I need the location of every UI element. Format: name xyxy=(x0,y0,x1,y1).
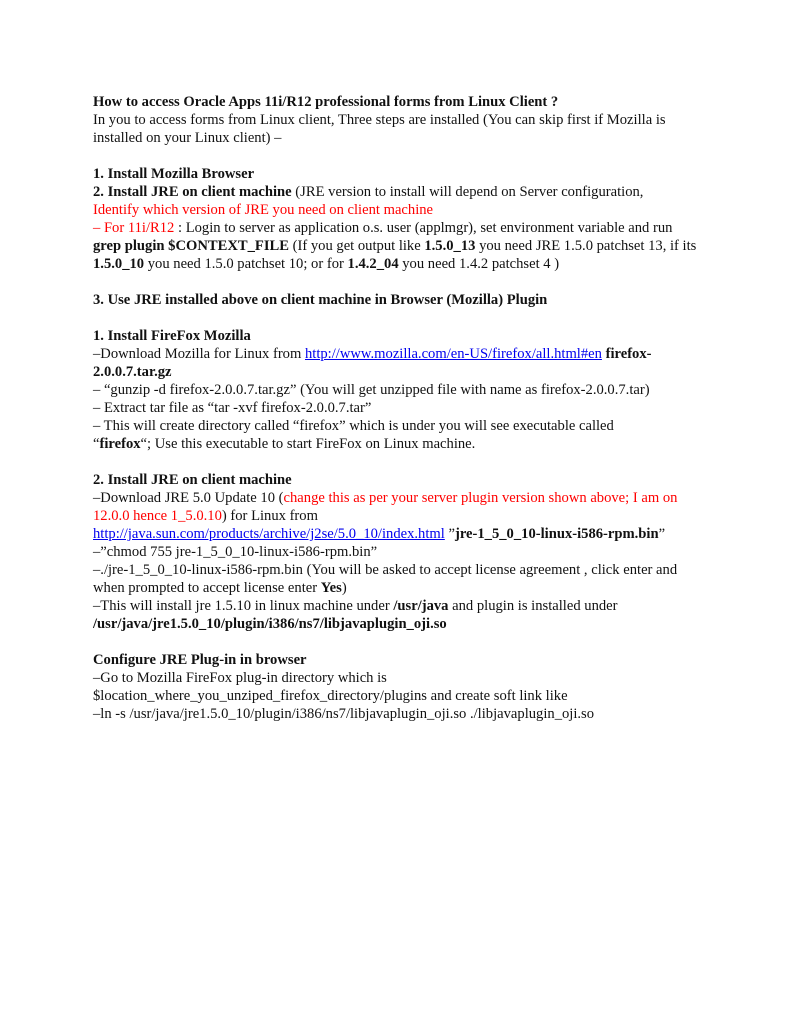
soft-link-line: –ln -s /usr/java/jre1.5.0_10/plugin/i386/ns7/libjavaplugin_oji.so ./libjavaplugin_oji.so xyxy=(93,706,595,722)
version-instructions: – For 11i/R12 : Login to server as application o.s. user (applmgr), set environment variable and run grep plugin $CONTEXT_FILE (If you get output like 1.5.0_13 you need JRE 1.5.0 patchset 13, if its 1.5.0_10 you need 1.5.0 patchset 10; or for 1.4.2_04 you need 1.4.2 patchset 4 ) xyxy=(93,220,697,272)
grep-command: grep plugin $CONTEXT_FILE xyxy=(93,238,289,254)
step2-heading: 2. Install JRE on client machine xyxy=(93,184,292,200)
executable-line: “firefox“; Use this executable to start FireFox on Linux machine. xyxy=(93,436,476,452)
step1-heading: 1. Install Mozilla Browser xyxy=(93,166,255,182)
step3-heading: 3. Use JRE installed above on client machine in Browser (Mozilla) Plugin xyxy=(93,292,548,308)
java-archive-link[interactable]: http://java.sun.com/products/archive/j2se/5.0_10/index.html xyxy=(93,526,445,542)
intro-paragraph: In you to access forms from Linux client, Three steps are installed (You can skip first if Mozilla is installed on your Linux client) – xyxy=(93,112,666,146)
jre-link-paragraph: http://java.sun.com/products/archive/j2se/5.0_10/index.html ”jre-1_5_0_10-linux-i586-rpm.bin” xyxy=(93,526,666,542)
spacer xyxy=(93,273,701,291)
run-installer-paragraph: –./jre-1_5_0_10-linux-i586-rpm.bin (You will be asked to accept license agreement , click enter and when prompted to accept license enter Yes) xyxy=(93,562,678,596)
spacer xyxy=(93,633,701,651)
mozilla-download-link[interactable]: http://www.mozilla.com/en-US/firefox/all.html#en xyxy=(304,346,602,362)
firefox-download-line: –Download Mozilla for Linux from http://www.mozilla.com/en-US/firefox/all.html#en firefox-2.0.0.7.tar.gz xyxy=(93,346,652,380)
document-title: How to access Oracle Apps 11i/R12 professional forms from Linux Client ? xyxy=(93,94,559,110)
jre-heading: 2. Install JRE on client machine xyxy=(93,472,292,488)
install-location-line: –This will install jre 1.5.10 in linux machine under /usr/java and plugin is installed under xyxy=(93,598,618,614)
goto-plugin-line: –Go to Mozilla FireFox plug-in directory which is xyxy=(93,670,387,686)
chmod-line: –”chmod 755 jre-1_5_0_10-linux-i586-rpm.bin” xyxy=(93,544,378,560)
step2-paragraph: 2. Install JRE on client machine (JRE version to install will depend on Server configuration, xyxy=(93,184,644,200)
plugin-path-line: /usr/java/jre1.5.0_10/plugin/i386/ns7/libjavaplugin_oji.so xyxy=(93,616,447,632)
extract-line: – Extract tar file as “tar -xvf firefox-2.0.0.7.tar” xyxy=(93,400,372,416)
jre-bin-name: jre-1_5_0_10-linux-i586-rpm.bin xyxy=(454,526,659,542)
step2-red-note: Identify which version of JRE you need on client machine xyxy=(93,202,434,218)
jre-download-paragraph: –Download JRE 5.0 Update 10 (change this as per your server plugin version shown above; I am on 12.0.0 hence 1_5.0.10) for Linux from xyxy=(93,490,678,524)
location-line: $location_where_you_unziped_firefox_directory/plugins and create soft link like xyxy=(93,688,568,704)
configure-heading: Configure JRE Plug-in in browser xyxy=(93,652,307,668)
spacer xyxy=(93,309,701,327)
create-dir-line: – This will create directory called “firefox” which is under you will see executable called xyxy=(93,418,614,434)
spacer xyxy=(93,147,701,165)
gunzip-line: – “gunzip -d firefox-2.0.0.7.tar.gz” (You will get unzipped file with name as firefox-2.0.0.7.tar) xyxy=(93,382,650,398)
firefox-archive-name: firefox-2.0.0.7.tar.gz xyxy=(93,346,652,380)
spacer xyxy=(93,453,701,471)
firefox-heading: 1. Install FireFox Mozilla xyxy=(93,328,251,344)
